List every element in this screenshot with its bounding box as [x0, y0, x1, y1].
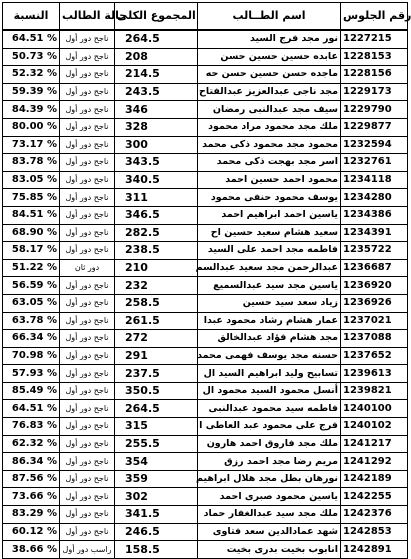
total-cell: 354 [115, 453, 198, 471]
table-row [3, 154, 408, 172]
status-cell [60, 118, 115, 136]
status-text: ناجح دور أول [65, 139, 109, 149]
percent-cell: 56.59 % [3, 277, 60, 295]
seat-cell: 1234280 [341, 189, 408, 207]
seat-cell: 1237088 [341, 330, 408, 348]
status-text: ناجح دور أول [65, 192, 109, 202]
table-row [3, 136, 408, 154]
percent-cell: 87.56 % [3, 470, 60, 488]
name-cell: محمود احمد حسين احمد [198, 171, 341, 189]
percent-cell: 83.05 % [3, 171, 60, 189]
status-text: ناجح دور أول [65, 175, 109, 185]
name-cell: مجد ناجى عبدالعزيز عبدالفتاح [198, 83, 341, 101]
percent-cell: 84.51 % [3, 206, 60, 224]
name-cell: ملك مجد محمود مراد محمود [198, 118, 341, 136]
status-cell [60, 206, 115, 224]
name-cell: تسابيح وليد ابراهيم السيد ال [198, 365, 341, 383]
name-cell: ياسين احمد ابراهيم احمد [198, 206, 341, 224]
percent-cell: 60.12 % [3, 523, 60, 541]
status-cell [60, 312, 115, 330]
seat-cell: 1228153 [341, 48, 408, 66]
table-header [3, 3, 411, 31]
header-status: حالة الطالب [60, 3, 115, 31]
status-cell [60, 294, 115, 312]
table-row [3, 541, 408, 559]
table-row [3, 206, 408, 224]
percent-cell: 84.39 % [3, 101, 60, 119]
table-row [3, 506, 408, 524]
seat-cell: 1242853 [341, 523, 408, 541]
status-text: ناجح دور أول [65, 157, 109, 167]
seat-cell: 1232761 [341, 154, 408, 172]
percent-cell: 70.98 % [3, 347, 60, 365]
table-row [3, 189, 408, 207]
status-cell [60, 277, 115, 295]
total-cell: 328 [115, 118, 198, 136]
table-row [3, 470, 408, 488]
status-text: ناجح دور أول [65, 403, 109, 413]
name-cell: عمار هشام رشاد محمود عبدا [198, 312, 341, 330]
table-row [3, 294, 408, 312]
seat-cell: 1229877 [341, 118, 408, 136]
status-text: ناجح دور أول [65, 386, 109, 396]
percent-cell: 86.34 % [3, 453, 60, 471]
name-cell: ملك مجد فاروق احمد هارون [198, 435, 341, 453]
status-text: ناجح دور أول [65, 368, 109, 378]
seat-cell: 1228156 [341, 66, 408, 84]
status-cell [60, 488, 115, 506]
status-text: ناجح دور أول [65, 298, 109, 308]
total-cell: 302 [115, 488, 198, 506]
total-cell: 343.5 [115, 154, 198, 172]
percent-cell: 64.51 % [3, 400, 60, 418]
status-text: دور ثان [74, 263, 100, 273]
total-cell: 258.5 [115, 294, 198, 312]
status-cell [60, 83, 115, 101]
table-row [3, 400, 408, 418]
status-cell [60, 506, 115, 524]
percent-cell: 63.78 % [3, 312, 60, 330]
name-cell: فرج على محمود عبد العاطى ا [198, 418, 341, 436]
total-cell: 264.5 [115, 400, 198, 418]
total-cell: 346 [115, 101, 198, 119]
status-cell [60, 541, 115, 559]
status-text: ناجح دور أول [65, 210, 109, 220]
status-text: ناجح دور أول [65, 69, 109, 79]
table-row [3, 118, 408, 136]
table-row [3, 171, 408, 189]
name-cell: زياد سعد سيد حسين [198, 294, 341, 312]
table-body [3, 30, 408, 558]
percent-cell: 58.17 % [3, 242, 60, 260]
status-text: ناجح دور أول [65, 34, 109, 44]
status-cell [60, 347, 115, 365]
table-row [3, 101, 408, 119]
seat-cell: 1227215 [341, 30, 408, 48]
total-cell: 350.5 [115, 382, 198, 400]
total-cell: 359 [115, 470, 198, 488]
seat-cell: 1234118 [341, 171, 408, 189]
percent-cell: 83.78 % [3, 154, 60, 172]
table-row [3, 523, 408, 541]
total-cell: 237.5 [115, 365, 198, 383]
total-cell: 232 [115, 277, 198, 295]
table-row [3, 347, 408, 365]
status-text: ناجح دور أول [65, 333, 109, 343]
status-text: ناجح دور أول [65, 51, 109, 61]
name-cell: نورهان بطل مجد هلال ابراهيم [198, 470, 341, 488]
status-cell [60, 453, 115, 471]
percent-cell: 50.73 % [3, 48, 60, 66]
table-row [3, 330, 408, 348]
name-cell: سعيد هشام سعيد حسين اح [198, 224, 341, 242]
status-text: ناجح دور أول [65, 104, 109, 114]
total-cell: 340.5 [115, 171, 198, 189]
name-cell: انابوب بخيت بدرى بخيت [198, 541, 341, 559]
status-cell [60, 259, 115, 277]
total-cell: 291 [115, 347, 198, 365]
total-cell: 210 [115, 259, 198, 277]
total-cell: 243.5 [115, 83, 198, 101]
status-text: ناجح دور أول [65, 87, 109, 97]
name-cell: ياسين محمود صبرى احمد [198, 488, 341, 506]
seat-cell: 1241292 [341, 453, 408, 471]
table-row [3, 259, 408, 277]
percent-cell: 57.93 % [3, 365, 60, 383]
status-cell [60, 365, 115, 383]
seat-cell: 1241217 [341, 435, 408, 453]
seat-cell: 1234386 [341, 206, 408, 224]
status-text: ناجح دور أول [65, 421, 109, 431]
seat-cell: 1242189 [341, 470, 408, 488]
name-cell: ماجده حسن حسين حسن حه [198, 66, 341, 84]
percent-cell: 80.00 % [3, 118, 60, 136]
status-cell [60, 523, 115, 541]
results-table [2, 2, 411, 559]
table-row [3, 242, 408, 260]
seat-cell: 1239821 [341, 382, 408, 400]
seat-cell: 1242891 [341, 541, 408, 559]
seat-cell: 1240100 [341, 400, 408, 418]
status-cell [60, 435, 115, 453]
status-text: ناجح دور أول [65, 122, 109, 132]
percent-cell: 68.90 % [3, 224, 60, 242]
table-row [3, 48, 408, 66]
percent-cell: 63.05 % [3, 294, 60, 312]
header-percent: النسبة [3, 3, 60, 31]
name-cell: عابده حسين حسين حسن [198, 48, 341, 66]
status-cell [60, 382, 115, 400]
total-cell: 311 [115, 189, 198, 207]
status-text: ناجح دور أول [65, 245, 109, 255]
name-cell: اسر مجد بهجت ذكى محمد [198, 154, 341, 172]
name-cell: أنسل محمود السيد محمود ال [198, 382, 341, 400]
table-row [3, 435, 408, 453]
name-cell: ياسين مجد سيد عبدالسميع [198, 277, 341, 295]
status-text: ناجح دور أول [65, 315, 109, 325]
status-cell [60, 242, 115, 260]
status-cell [60, 101, 115, 119]
total-cell: 255.5 [115, 435, 198, 453]
name-cell: نور مجد فرج السيد [198, 30, 341, 48]
header-name: اسم الطــالب [198, 3, 341, 31]
name-cell: محمود مجد محمود ذكى محمد [198, 136, 341, 154]
seat-cell: 1236920 [341, 277, 408, 295]
name-cell: مجد هشام فؤاد عبدالخالق [198, 330, 341, 348]
header-seat: رقم الجلوس [341, 3, 408, 31]
status-text: ناجح دور أول [65, 350, 109, 360]
total-cell: 315 [115, 418, 198, 436]
total-cell: 261.5 [115, 312, 198, 330]
header-total: المجموع الكلى [115, 3, 198, 31]
status-cell [60, 30, 115, 48]
percent-cell: 64.51 % [3, 30, 60, 48]
seat-cell: 1232594 [341, 136, 408, 154]
name-cell: ملك مجد سيد عبدالغفار حماد [198, 506, 341, 524]
total-cell: 238.5 [115, 242, 198, 260]
name-cell: حسنه مجد يوسف فهمى محمد [198, 347, 341, 365]
percent-cell: 51.22 % [3, 259, 60, 277]
table-row [3, 224, 408, 242]
percent-cell: 52.32 % [3, 66, 60, 84]
name-cell: مريم رضا مجد احمد رزق [198, 453, 341, 471]
percent-cell: 62.32 % [3, 435, 60, 453]
status-cell [60, 330, 115, 348]
seat-cell: 1236926 [341, 294, 408, 312]
status-text: ناجح دور أول [65, 526, 109, 536]
total-cell: 158.5 [115, 541, 198, 559]
status-text: ناجح دور أول [65, 509, 109, 519]
percent-cell: 76.83 % [3, 418, 60, 436]
status-cell [60, 418, 115, 436]
total-cell: 246.5 [115, 523, 198, 541]
seat-cell: 1242255 [341, 488, 408, 506]
seat-cell: 1229173 [341, 83, 408, 101]
header-row [3, 3, 408, 31]
status-cell [60, 171, 115, 189]
status-text: ناجح دور أول [65, 227, 109, 237]
total-cell: 282.5 [115, 224, 198, 242]
table-row [3, 488, 408, 506]
table-row [3, 277, 408, 295]
total-cell: 346.5 [115, 206, 198, 224]
percent-cell: 83.29 % [3, 506, 60, 524]
seat-cell: 1240102 [341, 418, 408, 436]
status-text: ناجح دور أول [65, 280, 109, 290]
seat-cell: 1237652 [341, 347, 408, 365]
seat-cell: 1235722 [341, 242, 408, 260]
percent-cell: 66.34 % [3, 330, 60, 348]
percent-cell: 59.39 % [3, 83, 60, 101]
total-cell: 214.5 [115, 66, 198, 84]
name-cell: يوسف محمود حنفى محمود [198, 189, 341, 207]
total-cell: 300 [115, 136, 198, 154]
seat-cell: 1242376 [341, 506, 408, 524]
name-cell: شهد عمادالدين سعد فتاوى [198, 523, 341, 541]
percent-cell: 73.66 % [3, 488, 60, 506]
table-row [3, 83, 408, 101]
total-cell: 264.5 [115, 30, 198, 48]
name-cell: فاطمه سيد محمود عبدالنبى [198, 400, 341, 418]
seat-cell: 1237021 [341, 312, 408, 330]
table-row [3, 312, 408, 330]
name-cell: سيف مجد عبدالنبى رمضان [198, 101, 341, 119]
seat-cell: 1234391 [341, 224, 408, 242]
status-cell [60, 470, 115, 488]
status-cell [60, 154, 115, 172]
total-cell: 208 [115, 48, 198, 66]
table-row [3, 365, 408, 383]
seat-cell: 1236687 [341, 259, 408, 277]
table-row [3, 453, 408, 471]
table-row [3, 418, 408, 436]
seat-cell: 1229790 [341, 101, 408, 119]
status-text: ناجح دور أول [65, 474, 109, 484]
seat-cell: 1239613 [341, 365, 408, 383]
percent-cell: 38.66 % [3, 541, 60, 559]
status-text: ناجح دور أول [65, 456, 109, 466]
status-cell [60, 189, 115, 207]
status-cell [60, 400, 115, 418]
total-cell: 272 [115, 330, 198, 348]
status-text: راسب دور أول [62, 544, 112, 554]
total-cell: 341.5 [115, 506, 198, 524]
status-cell [60, 136, 115, 154]
status-text: ناجح دور أول [65, 491, 109, 501]
name-cell: عبدالرحمن مجد سعيد عبدالسم [198, 259, 341, 277]
status-cell [60, 66, 115, 84]
status-cell [60, 48, 115, 66]
percent-cell: 75.85 % [3, 189, 60, 207]
table-row [3, 382, 408, 400]
name-cell: فاطمه مجد احمد على السيد [198, 242, 341, 260]
table-row [3, 66, 408, 84]
percent-cell: 85.49 % [3, 382, 60, 400]
percent-cell: 73.17 % [3, 136, 60, 154]
status-cell [60, 224, 115, 242]
status-text: ناجح دور أول [65, 438, 109, 448]
table-row [3, 30, 408, 48]
